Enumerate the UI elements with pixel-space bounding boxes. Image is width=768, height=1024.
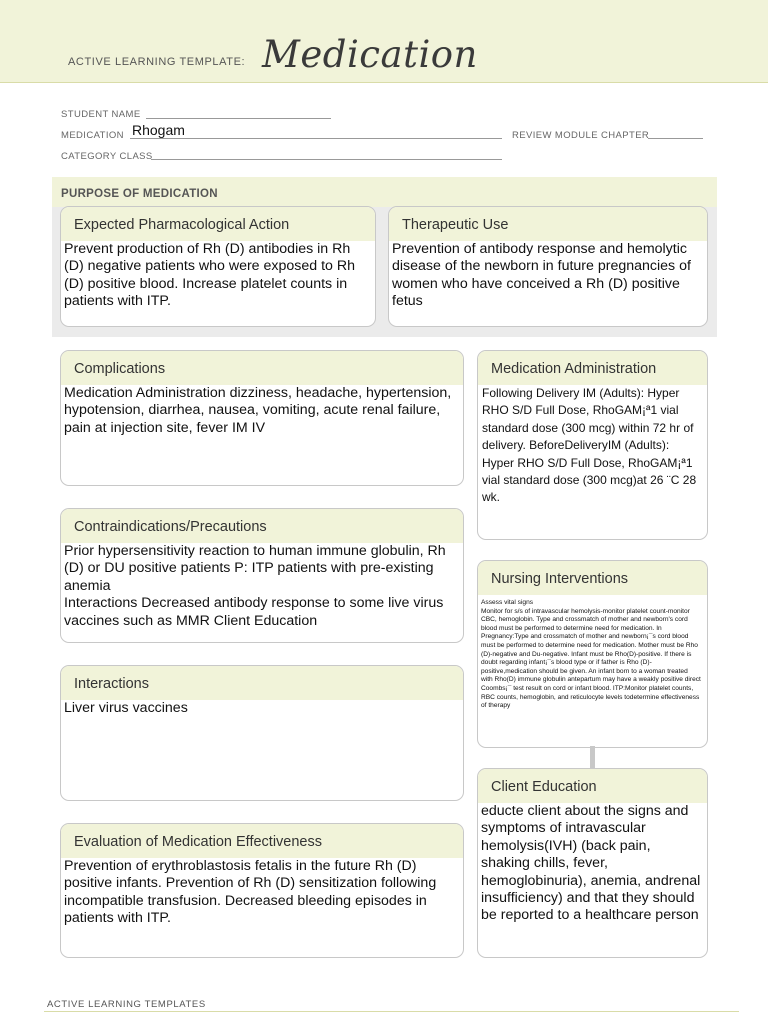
nursing-interventions-title: Nursing Interventions [491,571,629,587]
footer-label: ACTIVE LEARNING TEMPLATES [47,999,206,1010]
nursing-interventions-text: Assess vital signs Monitor for s/s of intravascular hemolysis-monitor platelet count-monitor CBC, hemoglobin. Type and crossmatch of mother and newborn's cord blood must be performed to determine need for medication. In Pregnancy:Type and crossmatch of mother and newborn¡¯s cord blood must be performed to determine need for medication. Mother must be Rho (D)-negative and Du-negative. Infant must be Rho(D)-positive. If there is doubt regarding infant¡¯s blood type or if father is Rho (D)-positive,medication should be given. An infant born to a woman treated with Rho(D) immune globulin antepartum may have a weakly positive direct Coombs¡¯ test result on cord or infant blood. ITP:Monitor platelet counts, RBC counts, hemoglobin, and reticulocyte levels todetermine effectiveness of therapy [481,599,701,710]
evaluation-title: Evaluation of Medication Effectiveness [74,834,322,850]
complications-text: Medication Administration dizziness, headache, hypertension, hypotension, diarrhea, nausea, vomiting, acute renal failure, pain at injection site, fever IM IV [64,385,452,436]
purpose-title: PURPOSE OF MEDICATION [61,188,218,200]
footer-divider [44,1011,739,1012]
student-name-label: STUDENT NAME [61,109,141,120]
therapeutic-use-text: Prevention of antibody response and hemolytic disease of the newborn in future pregnancies of women who have conceived a Rh (D) positive fetus [392,241,691,310]
medication-field[interactable] [130,138,502,139]
medication-value: Rhogam [132,122,185,138]
contraindications-title: Contraindications/Precautions [74,519,267,535]
medication-administration-header [478,351,707,385]
student-name-field[interactable] [146,118,331,119]
client-education-text: educte client about the signs and symptoms of intravascular hemolysis(IVH) (back pain, shaking chills, fever, hemoglobinuria), anemia, andrenal insufficiency) and that they should be reported to a healthcare person [481,803,701,924]
page-title: Medication [262,33,478,76]
box-connector [590,746,595,768]
nursing-interventions-box[interactable] [477,560,708,748]
evaluation-header [61,824,463,858]
medication-administration-box[interactable] [477,350,708,540]
category-class-field[interactable] [151,159,502,160]
medication-label: MEDICATION [61,130,124,141]
complications-box[interactable] [60,350,464,486]
therapeutic-use-box[interactable] [388,206,708,327]
interactions-box[interactable] [60,665,464,801]
client-education-box[interactable] [477,768,708,958]
review-module-label: REVIEW MODULE CHAPTER [512,130,650,141]
nursing-interventions-header [478,561,707,595]
complications-title: Complications [74,361,166,377]
contraindications-text: Prior hypersensitivity reaction to human immune globulin, Rh (D) or DU positive patients P: ITP patients with pre-existing anemia Interactions Decreased antibody response to some live virus vaccines such as MMR Client Education [64,543,446,629]
client-education-title: Client Education [491,779,597,795]
therapeutic-use-header [389,207,707,241]
expected-action-box[interactable] [60,206,376,327]
expected-action-header [61,207,375,241]
client-education-header [478,769,707,803]
evaluation-text: Prevention of erythroblastosis fetalis in the future Rh (D) positive infants. Prevention of Rh (D) sensitization following incompatible transfusion. Decreased bleeding episodes in patients with ITP. [64,858,437,927]
therapeutic-use-title: Therapeutic Use [402,217,509,233]
template-label: ACTIVE LEARNING TEMPLATE: [68,56,246,68]
interactions-title: Interactions [74,676,149,692]
evaluation-box[interactable] [60,823,464,958]
review-module-field[interactable] [648,138,703,139]
interactions-header [61,666,463,700]
contraindications-header [61,509,463,543]
medication-administration-title: Medication Administration [491,361,657,377]
medication-administration-text: Following Delivery IM (Adults): Hyper RHO S/D Full Dose, RhoGAM¡ª1 vial standard dose (300 mcg) within 72 hr of delivery. BeforeDeliveryIM (Adults): Hyper RHO S/D Full Dose, RhoGAM¡ª1 vial standard dose (300 mcg)at 26 ¨C 28 wk. [482,386,697,505]
category-class-label: CATEGORY CLASS [61,151,153,162]
interactions-text: Liver virus vaccines [64,700,188,716]
expected-action-text: Prevent production of Rh (D) antibodies in Rh (D) negative patients who were exposed to Rh (D) positive blood. Increase platelet counts in patients with ITP. [64,241,356,310]
complications-header [61,351,463,385]
expected-action-title: Expected Pharmacological Action [74,217,290,233]
template-header [0,0,768,83]
contraindications-box[interactable] [60,508,464,643]
